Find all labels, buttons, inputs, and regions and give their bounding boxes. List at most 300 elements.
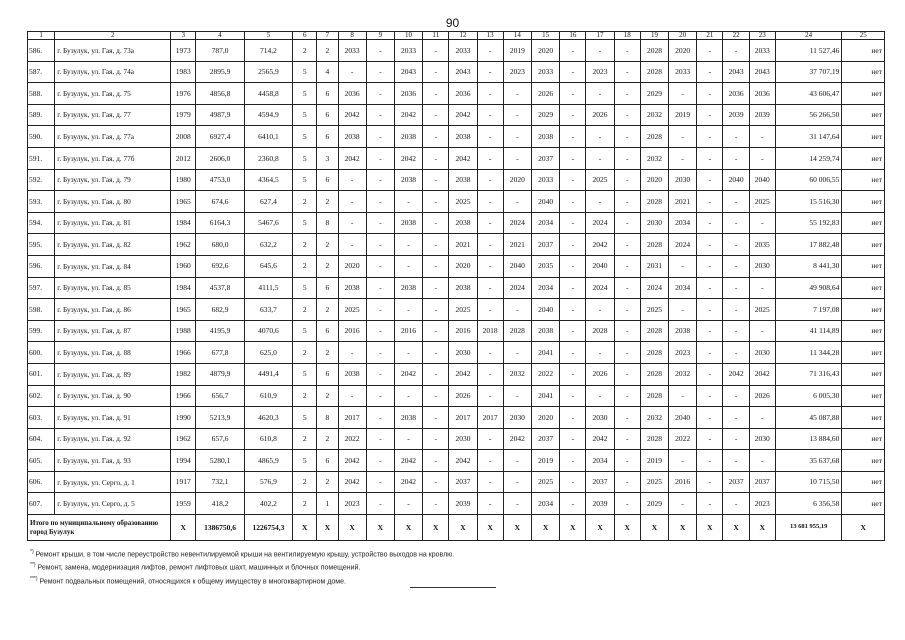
table-cell: - [560,320,586,342]
table-cell: нет [842,277,885,299]
column-number: 19 [640,32,668,40]
column-number: 5 [244,32,292,40]
table-cell: 787,0 [196,40,244,62]
table-cell: 2028 [640,61,668,83]
table-cell: 625,0 [244,342,292,364]
table-row [28,169,885,191]
table-cell: - [614,104,640,126]
table-cell: - [723,342,749,364]
table-cell: - [723,277,749,299]
table-cell: 2040 [532,191,560,213]
table-cell: - [423,385,449,407]
table-cell: 2025 [449,299,477,321]
table-cell: - [723,428,749,450]
table-cell: 2360,8 [244,147,292,169]
table-cell: - [697,493,723,515]
column-number: 14 [503,32,531,40]
table-cell: 656,7 [196,385,244,407]
column-number: 6 [293,32,317,40]
table-cell: 2030 [749,342,775,364]
total-x-mark: X [697,515,723,541]
total-x-mark: X [503,515,531,541]
table-cell: - [749,126,775,148]
table-cell: 2012 [171,147,196,169]
table-cell: 2039 [749,104,775,126]
table-cell: нет [842,471,885,493]
table-cell: 1994 [171,450,196,472]
table-cell: 2021 [449,234,477,256]
table-cell: - [697,126,723,148]
table-cell: 5 [293,363,317,385]
footnote: ***) Ремонт подвальных помещений, относящихся к общему имуществу в многоквартирном доме. [30,575,346,585]
column-number: 2 [55,32,171,40]
table-cell: 2025 [749,299,775,321]
table-cell: 45 087,88 [775,407,842,429]
table-cell: 732,1 [196,471,244,493]
table-cell: - [394,493,422,515]
table-cell: 2024 [669,234,697,256]
table-cell: - [697,104,723,126]
table-cell: - [366,277,394,299]
table-cell: 4111,5 [244,277,292,299]
table-cell: 2565,9 [244,61,292,83]
table-cell: - [394,342,422,364]
table-cell: - [697,277,723,299]
table-cell: - [366,363,394,385]
table-cell: 2032 [640,147,668,169]
table-cell: - [749,320,775,342]
table-cell: 4620,3 [244,407,292,429]
table-cell: 1983 [171,61,196,83]
table-cell: 6 [317,277,338,299]
table-cell: - [560,169,586,191]
table-cell: 2033 [449,40,477,62]
table-cell: 2019 [532,450,560,472]
table-cell: - [423,126,449,148]
table-cell: - [614,61,640,83]
table-cell: 2026 [449,385,477,407]
table-cell: - [338,169,366,191]
table-cell: 4865,9 [244,450,292,472]
table-cell: 2042 [338,104,366,126]
table-cell: - [723,299,749,321]
table-cell: - [586,299,614,321]
table-row [28,363,885,385]
table-cell: - [423,428,449,450]
table-cell: 2038 [449,126,477,148]
table-cell: 2019 [669,104,697,126]
table-cell: 2 [293,234,317,256]
table-row [28,104,885,126]
table-cell: 2041 [532,385,560,407]
table-cell: 2020 [449,255,477,277]
table-cell: 2 [317,40,338,62]
table-cell: 5 [293,126,317,148]
table-cell: г. Бузулук, ул. Серго, д. 5 [55,493,171,515]
table-cell: - [366,385,394,407]
table-cell: 2034 [532,493,560,515]
table-cell: 2026 [586,363,614,385]
table-cell: - [697,234,723,256]
table-cell: - [697,471,723,493]
column-number-row [28,32,885,40]
table-cell: 597. [28,277,55,299]
table-cell: 2029 [640,83,668,105]
table-cell: 2043 [394,61,422,83]
table-cell: - [503,191,531,213]
table-cell: - [614,40,640,62]
table-cell: 8 [317,407,338,429]
column-number: 10 [394,32,422,40]
table-cell: 2023 [503,61,531,83]
table-cell: 31 147,64 [775,126,842,148]
table-cell: - [477,212,503,234]
table-cell: 6 [317,363,338,385]
table-cell: 587. [28,61,55,83]
table-cell: 2020 [669,40,697,62]
table-cell: 5 [293,212,317,234]
table-cell: - [477,493,503,515]
table-cell: 2042 [449,104,477,126]
table-cell: 2034 [669,277,697,299]
table-cell: - [749,212,775,234]
table-cell: - [614,428,640,450]
table-cell: - [723,407,749,429]
table-cell: 2028 [640,40,668,62]
table-cell: 2034 [532,277,560,299]
table-cell: 2020 [503,169,531,191]
table-cell: 2026 [586,104,614,126]
table-cell: - [366,104,394,126]
table-cell: 2040 [586,255,614,277]
table-cell: г. Бузулук, ул. Гая, д. 80 [55,191,171,213]
table-cell: 6927,4 [196,126,244,148]
total-cost: 13 681 955,19 [775,515,842,541]
table-cell: 5 [293,61,317,83]
column-number: 22 [723,32,749,40]
table-cell: 1966 [171,342,196,364]
table-cell: 4491,4 [244,363,292,385]
table-cell: 15 516,30 [775,191,842,213]
table-cell: г. Бузулук, ул. Гая, д. 90 [55,385,171,407]
table-cell: 6 [317,450,338,472]
table-cell: 2038 [338,277,366,299]
table-cell: 2023 [669,342,697,364]
column-number: 20 [669,32,697,40]
table-cell: - [423,493,449,515]
table-cell: - [423,169,449,191]
table-cell: нет [842,385,885,407]
table-cell: 2028 [640,342,668,364]
table-cell: 17 882,48 [775,234,842,256]
table-cell: 2024 [640,277,668,299]
table-cell: 5 [293,169,317,191]
table-cell: - [560,83,586,105]
table-cell: 605. [28,450,55,472]
table-cell: - [749,147,775,169]
table-cell: 1984 [171,277,196,299]
table-cell: 2028 [640,126,668,148]
table-cell: 2033 [532,61,560,83]
table-cell: 2042 [394,450,422,472]
table-cell: нет [842,342,885,364]
table-cell: 2021 [669,191,697,213]
table-cell: - [503,385,531,407]
table-cell: - [723,191,749,213]
table-cell: 2020 [532,407,560,429]
table-cell: - [723,255,749,277]
total-x-mark: X [449,515,477,541]
table-cell: - [338,342,366,364]
table-cell: - [560,212,586,234]
table-cell: 2041 [532,342,560,364]
column-number: 17 [586,32,614,40]
table-cell: - [423,471,449,493]
table-cell: - [366,234,394,256]
table-cell: - [614,83,640,105]
separator-line [410,587,496,588]
table-cell: 37 707,19 [775,61,842,83]
table-cell: 2017 [449,407,477,429]
table-cell: 2022 [669,428,697,450]
table-cell: г. Бузулук, ул. Гая, д. 77 [55,104,171,126]
table-cell: 6 [317,169,338,191]
table-cell: 4 [317,61,338,83]
table-cell: 603. [28,407,55,429]
overhaul-schedule-table [27,31,885,541]
table-cell: 598. [28,299,55,321]
table-cell: 5280,1 [196,450,244,472]
column-number: 13 [477,32,503,40]
table-cell: г. Бузулук, ул. Гая, д. 93 [55,450,171,472]
table-cell: нет [842,40,885,62]
column-number: 1 [28,32,55,40]
table-cell: - [477,126,503,148]
table-cell: 35 637,68 [775,450,842,472]
table-cell: - [614,277,640,299]
table-cell: - [697,255,723,277]
table-cell: - [560,363,586,385]
table-cell: 2040 [669,407,697,429]
table-cell: 60 006,55 [775,169,842,191]
table-row [28,61,885,83]
table-cell: - [560,104,586,126]
table-cell: 2028 [640,363,668,385]
table-cell: 2030 [749,255,775,277]
table-cell: г. Бузулук, ул. Гая, д. 81 [55,212,171,234]
table-cell: - [503,83,531,105]
table-cell: 1984 [171,212,196,234]
table-cell: - [477,147,503,169]
table-cell: - [614,385,640,407]
table-row [28,342,885,364]
table-cell: - [423,83,449,105]
total-x-mark: X [423,515,449,541]
table-cell: 593. [28,191,55,213]
table-cell: 2016 [449,320,477,342]
table-row [28,277,885,299]
table-cell: 2030 [669,169,697,191]
table-cell: - [697,61,723,83]
table-cell: 2025 [586,169,614,191]
total-col25: X [842,515,885,541]
table-cell: 2016 [338,320,366,342]
table-cell: 2033 [394,40,422,62]
table-cell: 55 192,83 [775,212,842,234]
table-cell: 4195,9 [196,320,244,342]
table-cell: 2029 [640,493,668,515]
table-cell: - [423,40,449,62]
table-cell: 2028 [640,320,668,342]
table-cell: 2032 [640,104,668,126]
table-cell: 2033 [749,40,775,62]
table-cell: 71 316,43 [775,363,842,385]
table-cell: - [366,83,394,105]
table-cell: 418,2 [196,493,244,515]
table-cell: 5 [293,407,317,429]
table-cell: 2033 [669,61,697,83]
table-cell: 2030 [449,428,477,450]
table-cell: 607. [28,493,55,515]
table-cell: - [723,385,749,407]
table-cell: 4364,5 [244,169,292,191]
table-cell: 4458,8 [244,83,292,105]
table-cell: 2042 [449,450,477,472]
table-cell: 2042 [338,450,366,472]
table-cell: - [697,385,723,407]
page-number: 90 [445,16,460,30]
table-row [28,212,885,234]
table-cell: 2042 [449,363,477,385]
table-cell: 586. [28,40,55,62]
table-cell: 1962 [171,428,196,450]
table-cell: 2025 [532,471,560,493]
table-cell: - [366,450,394,472]
total-x-mark: X [723,515,749,541]
table-cell: 5 [293,147,317,169]
table-cell: - [697,40,723,62]
table-cell: г. Бузулук, ул. Гая, д. 85 [55,277,171,299]
table-cell: 2 [293,299,317,321]
column-number: 15 [532,32,560,40]
table-cell: - [366,342,394,364]
table-cell: 2020 [532,40,560,62]
table-cell: 2038 [394,212,422,234]
table-cell: 2034 [532,212,560,234]
table-cell: 1973 [171,40,196,62]
table-cell: 11 527,46 [775,40,842,62]
table-cell: - [697,428,723,450]
table-cell: 2028 [503,320,531,342]
total-x-mark: X [366,515,394,541]
table-cell: г. Бузулук, ул. Гая, д. 89 [55,363,171,385]
table-cell: г. Бузулук, ул. Гая, д. 82 [55,234,171,256]
table-cell: - [560,471,586,493]
table-cell: 1917 [171,471,196,493]
table-cell: 2042 [338,471,366,493]
column-number: 18 [614,32,640,40]
table-cell: - [423,104,449,126]
table-cell: - [560,407,586,429]
table-cell: - [423,450,449,472]
table-cell: 2042 [503,428,531,450]
table-cell: - [338,212,366,234]
table-cell: 2025 [640,299,668,321]
table-cell: 11 344,28 [775,342,842,364]
table-row [28,255,885,277]
table-cell: - [477,61,503,83]
table-cell: - [394,234,422,256]
table-cell: - [614,407,640,429]
table-cell: 2019 [640,450,668,472]
table-cell: - [697,83,723,105]
table-cell: - [338,61,366,83]
table-row [28,191,885,213]
table-cell: г. Бузулук, ул. Гая, д. 75 [55,83,171,105]
table-cell: 5 [293,104,317,126]
table-cell: 2032 [669,363,697,385]
table-cell: 2026 [532,83,560,105]
table-cell: 4987,9 [196,104,244,126]
table-cell: 682,9 [196,299,244,321]
table-cell: 2028 [640,234,668,256]
table-cell: - [338,234,366,256]
table-cell: - [477,40,503,62]
table-cell: - [749,450,775,472]
table-cell: 1965 [171,191,196,213]
footnotes [30,547,454,587]
table-cell: - [560,277,586,299]
table-cell: 6 [317,320,338,342]
table-cell: - [366,61,394,83]
table-cell: - [560,493,586,515]
table-cell: - [614,363,640,385]
table-cell: 5213,9 [196,407,244,429]
total-x-mark: X [293,515,317,541]
table-cell: 2023 [586,61,614,83]
table-cell: 2 [317,299,338,321]
table-cell: 4070,6 [244,320,292,342]
table-cell: 2040 [749,169,775,191]
table-cell: 6410,1 [244,126,292,148]
table-cell: - [614,493,640,515]
table-cell: 2038 [338,363,366,385]
column-number: 4 [196,32,244,40]
table-cell: нет [842,169,885,191]
table-cell: - [477,234,503,256]
table-cell: - [503,450,531,472]
table-cell: - [423,234,449,256]
table-cell: нет [842,407,885,429]
table-cell: - [614,450,640,472]
table-cell: 2024 [586,277,614,299]
table-cell: - [586,83,614,105]
table-cell: 2030 [640,212,668,234]
table-cell: - [697,147,723,169]
table-cell: - [697,299,723,321]
table-cell: 2022 [532,363,560,385]
table-cell: г. Бузулук, ул. Гая, д. 86 [55,299,171,321]
table-cell: 10 715,50 [775,471,842,493]
table-cell: - [423,342,449,364]
table-cell: 2037 [532,234,560,256]
table-cell: 627,4 [244,191,292,213]
table-cell: 2042 [338,147,366,169]
table-cell: 1960 [171,255,196,277]
total-x-mark: X [532,515,560,541]
table-cell: 645,6 [244,255,292,277]
footnote: *) Ремонт крыши, в том числе переустройство невентилируемой крыши на вентилируемую крышу, устройство выходов на кровлю. [30,549,455,559]
